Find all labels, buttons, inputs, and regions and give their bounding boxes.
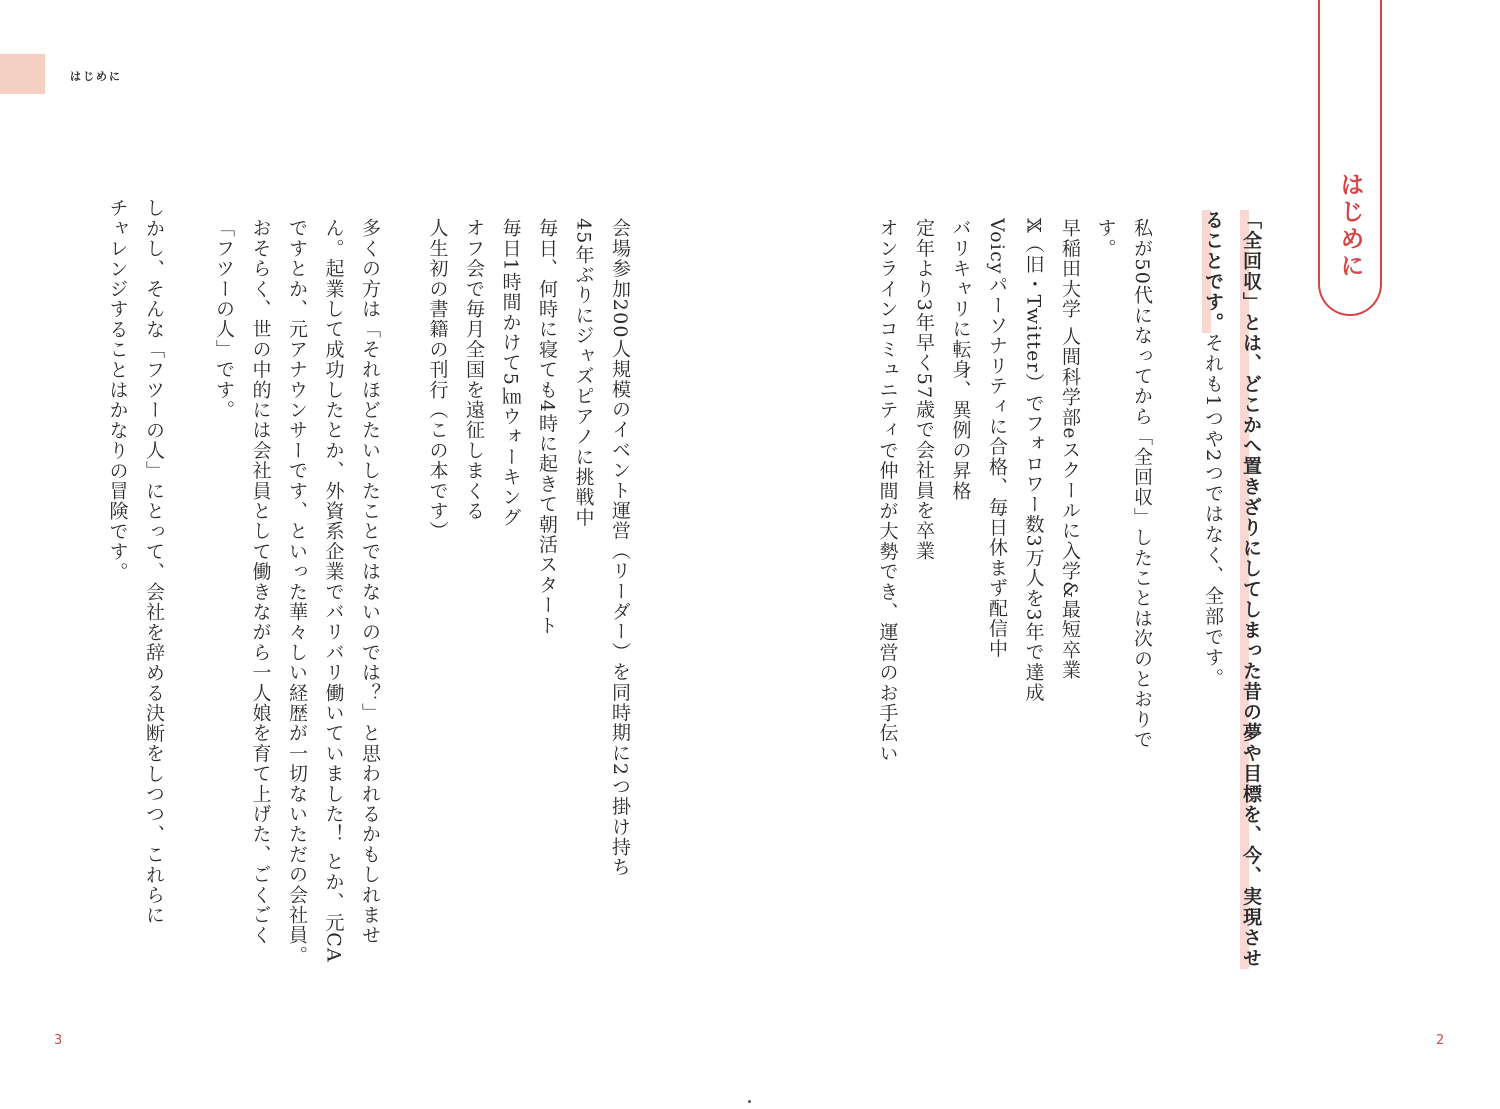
chapter-title: はじめに (1336, 172, 1364, 280)
list-item: 会場参加200人規模のイベント運営（リーダー）を同時期に2つ掛け持ち (609, 218, 631, 878)
lead-highlight: 「全回収」とは、どこかへ置きざりにしてしまった昔の夢や目標を、今、実現させることです。 (1202, 210, 1262, 969)
list-item: オンラインコミュニティで仲間が大勢でき、運営のお手伝い (876, 218, 899, 764)
body-paragraph-2 (92, 198, 172, 978)
lead-rest: それも1つや2つではなく、全部です。 (1202, 333, 1224, 689)
running-head: はじめに (70, 70, 122, 83)
page-number-right: 2 (1436, 1033, 1445, 1048)
list-item: バリキャリに転身、異例の昇格 (949, 218, 972, 501)
paragraph-line: ですとか、元アナウンサーです、といった華々しい経歴が一切ないただの会社員。 (286, 218, 308, 966)
paragraph-line: 多くの方は「それほどたいしたことではないのでは？」と思われるかもしれませ (359, 218, 381, 946)
achievement-list-2 (418, 218, 638, 898)
header-tab (0, 54, 45, 94)
intro-paragraph (1094, 218, 1160, 778)
list-item: 45年ぶりにジャズピアノに挑戦中 (572, 218, 595, 528)
list-item: 𝕏（旧・Twitter）でフォロワー数3万人を3年で達成 (1022, 218, 1045, 703)
lead-statement (1190, 210, 1270, 970)
paragraph-line: 「フツーの人」です。 (213, 218, 235, 420)
paragraph-line: しかし、そんな「フツーの人」にとって、会社を辞める決断をしつつ、これらに (143, 198, 165, 926)
intro-line: 私が50代になってから「全回収」したことは次のとおりです。 (1094, 218, 1153, 750)
list-item: 人生初の書籍の刊行（この本です） (426, 218, 449, 542)
paragraph-line: ん。起業して成功したとか、外資系企業でバリバリ働いていました！ とか、元CA (322, 218, 345, 963)
list-item: 毎日1時間かけて5㎞ウォーキング (499, 218, 522, 528)
paragraph-line: おそらく、世の中的には会社員として働きながら一人娘を育て上げた、ごくごく (249, 218, 272, 946)
achievement-list-1 (868, 218, 1088, 778)
list-item: オフ会で毎月全国を遠征しまくる (463, 218, 485, 521)
list-item: 早稲田大学 人間科学部eスクールに入学&最短卒業 (1059, 218, 1081, 680)
gutter-mark (748, 1100, 751, 1103)
list-item: Voicyパーソナリティに合格、毎日休まず配信中 (986, 218, 1008, 659)
page-number-left: 3 (54, 1033, 63, 1048)
paragraph-line: チャレンジすることはかなりの冒険です。 (106, 198, 129, 582)
body-paragraph-1 (198, 218, 388, 978)
list-item: 毎日、何時に寝ても4時に起きて朝活スタート (536, 218, 558, 636)
list-item: 定年より3年早く57歳で会社員を卒業 (913, 218, 935, 561)
